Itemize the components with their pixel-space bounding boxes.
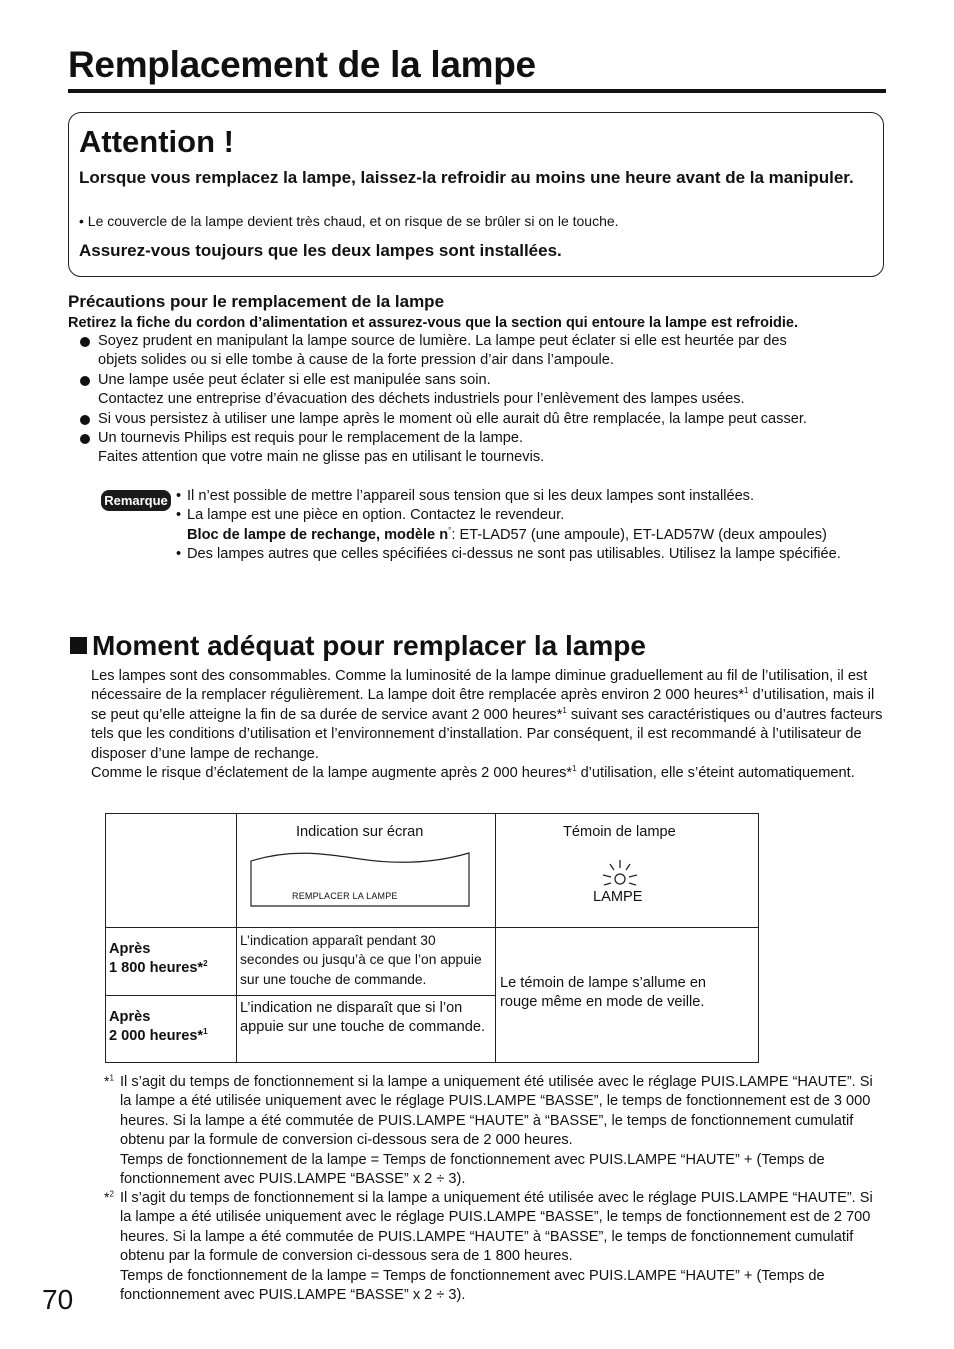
section-text: Comme le risque d’éclatement de la lampe augmente après 2 000 heures*: [91, 765, 573, 782]
table-divider: [236, 814, 237, 1062]
list-item-line: Contactez une entreprise d’évacuation des déchets industriels pour l’enlèvement des lampes usées.: [98, 391, 745, 408]
row2-label: [109, 1008, 208, 1047]
precautions-list: [78, 332, 893, 468]
footnote-mark: [104, 1073, 114, 1089]
footnote-text: Il s’agit du temps de fonctionnement si la lampe a uniquement été utilisée avec le réglage PUIS.LAMPE “HAUTE”. Si la lampe a été utilisée uniquement avec le réglage PUIS.LAMPE “BASSE”, le temps de fonctionnement est de 2 700 heures. Si la lampe a été commutée de PUIS.LAMPE “HAUTE” à “BASSE”, le temps de fonctionnement cumulatif obtenu par la formule de conversion ci-dessous sera de 1 800 heures.: [120, 1190, 873, 1265]
row-label-text: 1 800 heures*: [109, 960, 204, 977]
section-title: Moment adéquat pour remplacer la lampe: [92, 630, 646, 661]
footnote-formula: Temps de fonctionnement de la lampe = Temps de fonctionnement avec PUIS.LAMPE “HAUTE” + (Temps de fonctionnement avec PUIS.LAMPE “BASSE” x 2 ÷ 3).: [120, 1267, 825, 1304]
remark-text: Il n’est possible de mettre l’appareil sous tension que si les deux lampes sont installées.: [187, 488, 755, 504]
page-number: 70: [42, 1284, 74, 1315]
list-item: [176, 545, 876, 564]
superscript: °: [448, 525, 452, 535]
bullet-icon: [80, 337, 90, 347]
section-body: [91, 667, 891, 783]
superscript: 2: [203, 959, 208, 969]
row2-description: L’indication ne disparaît que si l’on appuie sur une touche de commande.: [240, 1000, 486, 1036]
superscript: 1: [562, 705, 567, 715]
footnote-1: [120, 1073, 885, 1189]
footnote-mark: [104, 1189, 114, 1205]
list-item-line: objets solides ou si elle tombe à cause de la forte pression d’air dans l’ampoule.: [98, 352, 614, 369]
list-item: [78, 410, 893, 429]
lamp-label: LAMPE: [593, 889, 643, 905]
footnote-formula: Temps de fonctionnement de la lampe = Temps de fonctionnement avec PUIS.LAMPE “HAUTE” + (Temps de fonctionnement avec PUIS.LAMPE “BASSE” x 2 ÷ 3).: [120, 1151, 825, 1188]
list-item-line: Un tournevis Philips est requis pour le remplacement de la lampe.: [98, 430, 524, 447]
superscript: 1: [109, 1073, 114, 1083]
bullet-icon: [80, 434, 90, 444]
column-header-lamp: Témoin de lampe: [563, 824, 676, 840]
model-label: Bloc de lampe de rechange, modèle n: [187, 526, 449, 543]
section-text: d’utilisation, elle s’éteint automatiquement.: [576, 765, 855, 782]
superscript: 1: [744, 686, 749, 696]
footnote-star: *: [104, 1189, 110, 1205]
table-divider: [106, 995, 495, 996]
column-header-screen: Indication sur écran: [296, 824, 424, 840]
remark-text: Des lampes autres que celles spécifiées ci-dessus ne sont pas utilisables. Utilisez la lampe spécifiée.: [187, 546, 841, 563]
list-item-line: Une lampe usée peut éclater si elle est manipulée sans soin.: [98, 371, 491, 388]
attention-note: • Le couvercle de la lampe devient très chaud, et on risque de se brûler si on le touche.: [79, 213, 619, 229]
row1-description: L’indication apparaît pendant 30 secondes ou jusqu’à ce que l’on appuie sur une touche de commande.: [240, 933, 482, 987]
attention-warning: Lorsque vous remplacez la lampe, laissez-la refroidir au moins une heure avant de la manipuler.: [79, 168, 854, 187]
remark-badge: Remarque: [101, 490, 171, 511]
superscript: 2: [109, 1189, 114, 1199]
bullet-icon: [80, 415, 90, 425]
list-item-line: Soyez prudent en manipulant la lampe source de lumière. La lampe peut éclater si elle est heurtée par des: [98, 333, 787, 349]
row1-label: [109, 940, 208, 979]
precautions-heading: Précautions pour le remplacement de la lampe: [68, 292, 445, 311]
list-item: [78, 332, 893, 371]
row-label-text: Après: [109, 941, 151, 957]
section-text: suivant ses caractéristiques ou d’autres facteurs tels que les conditions d’utilisation et l’environnement d’installation. Par conséquent, il est recommandé à l’utilisateur de disposer d’une lampe de rechange.: [91, 706, 883, 762]
page-title: Remplacement de la lampe: [68, 44, 536, 85]
list-item-line: Si vous persistez à utiliser une lampe après le moment où elle aurait dû être remplacée, la lampe peut casser.: [98, 410, 807, 427]
bullet-icon: •: [176, 507, 182, 524]
section-square-icon: [70, 637, 87, 654]
footnote-2: [120, 1189, 885, 1305]
bullet-icon: [80, 376, 90, 386]
superscript: 1: [203, 1027, 208, 1037]
bullet-icon: •: [176, 546, 182, 563]
table-divider: [495, 814, 496, 1062]
footnote-text: Il s’agit du temps de fonctionnement si la lampe a uniquement été utilisée avec le réglage PUIS.LAMPE “HAUTE”. Si la lampe a été utilisée uniquement avec le réglage PUIS.LAMPE “BASSE”, le temps de fonctionnement est de 3 000 heures. Si la lampe a été commutée de PUIS.LAMPE “HAUTE” à “BASSE”, le temps de fonctionnement cumulatif obtenu par la formule de conversion ci-dessous sera de 2 000 heures.: [120, 1074, 873, 1149]
model-numbers: : ET-LAD57 (une ampoule), ET-LAD57W (deux ampoules): [451, 526, 827, 543]
list-item: [176, 506, 876, 545]
remark-list: [176, 487, 876, 565]
list-item: [176, 487, 876, 506]
lamp-description: Le témoin de lampe s’allume en rouge même en mode de veille.: [500, 975, 707, 1011]
remark-text: La lampe est une pièce en option. Contactez le revendeur.: [187, 507, 565, 524]
precautions-lead: Retirez la fiche du cordon d’alimentation et assurez-vous que la section qui entoure la lampe est refroidie.: [68, 315, 798, 331]
title-rule: [68, 89, 886, 93]
footnote-star: *: [104, 1073, 110, 1089]
attention-two-lamps: Assurez-vous toujours que les deux lampes sont installées.: [79, 241, 562, 260]
table-divider: [106, 927, 758, 928]
list-item: [78, 371, 893, 410]
lamp-indicator-icon: [600, 857, 640, 891]
bullet-icon: •: [176, 488, 182, 504]
section-text: Les lampes sont des consommables. Comme la luminosité de la lampe diminue graduellement au fil de l’utilisation, il est nécessaire de la remplacer régulièrement. La lampe doit être remplacée après environ 2 000 heures*: [91, 668, 868, 704]
list-item: [78, 429, 893, 468]
attention-heading: Attention !: [79, 124, 234, 159]
list-item-line: Faites attention que votre main ne glisse pas en utilisant le tournevis.: [98, 449, 545, 466]
superscript: 1: [572, 764, 577, 774]
row-label-text: Après: [109, 1009, 151, 1025]
screen-message: REMPLACER LA LAMPE: [292, 891, 398, 901]
row-label-text: 2 000 heures*: [109, 1028, 204, 1045]
section-text: d’utilisation, mais il se peut qu’elle atteigne la fin de sa durée de service avant 2 000 heures*: [91, 687, 875, 723]
